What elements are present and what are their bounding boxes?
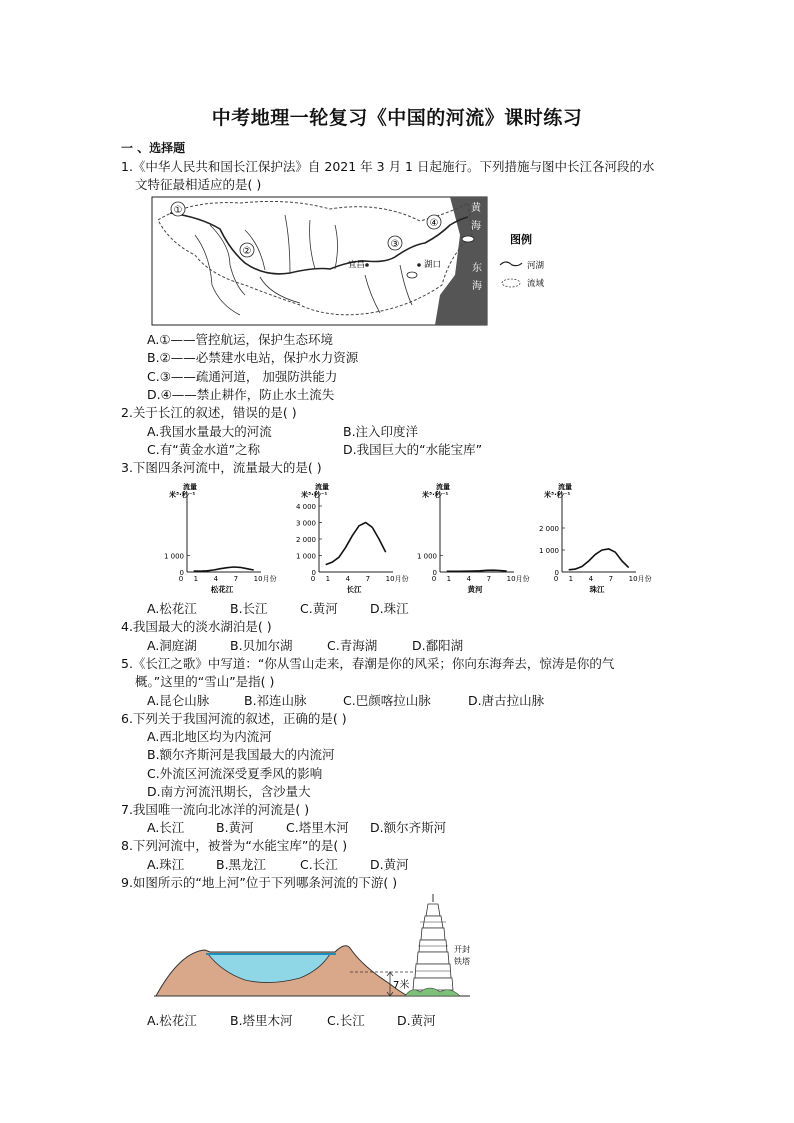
q2-option-b[interactable]: B.注入印度洋 — [343, 424, 419, 439]
x-tick: 4 — [213, 575, 219, 583]
section-heading: 一 、选择题 — [121, 141, 186, 155]
q9-option-a[interactable]: A.松花江 — [147, 1013, 197, 1028]
sea-yellow-2: 海 — [471, 221, 481, 232]
q3-stem: 3.下图四条河流中，流量最大的是( ) — [121, 460, 322, 475]
q7-option-d[interactable]: D.额尔齐斯河 — [370, 820, 447, 835]
x-tick: 0 — [553, 575, 559, 583]
flow-series-line — [569, 549, 629, 570]
legend-basin-symbol — [502, 279, 520, 287]
q4-option-b[interactable]: B.贝加尔湖 — [230, 638, 293, 653]
q1-option-d[interactable]: D.④——禁止耕作，防止水土流失 — [147, 387, 335, 402]
y-label: 流量 — [183, 483, 197, 491]
q2-stem: 2.关于长江的叙述，错误的是( ) — [121, 405, 297, 420]
tower-label-1: 开 — [454, 945, 462, 954]
y-tick: 0 — [311, 569, 316, 577]
chart-title: 长江 — [346, 585, 362, 594]
y-unit: 米³·秒⁻¹ — [169, 491, 196, 499]
q9-option-d[interactable]: D.黄河 — [397, 1013, 436, 1028]
q1-option-c[interactable]: C.③——疏通河道， 加强防洪能力 — [147, 369, 338, 384]
map-marker-4: ④ — [429, 218, 439, 229]
q4-stem: 4.我国最大的淡水湖泊是( ) — [121, 619, 272, 634]
y-tick: 4 000 — [295, 503, 316, 511]
hydrograph-0 — [155, 482, 277, 594]
q8-option-c[interactable]: C.长江 — [300, 857, 338, 872]
height-label: 7米 — [393, 980, 410, 991]
q6-option-d[interactable]: D.南方河流汛期长，含沙量大 — [147, 784, 311, 799]
q9-option-b[interactable]: B.塔里木河 — [230, 1013, 293, 1028]
place-hukou: 湖口 — [424, 260, 442, 270]
x-tick: 0 — [310, 575, 316, 583]
chart-title: 黄河 — [467, 585, 483, 594]
chart-songhua — [155, 482, 277, 598]
q8-stem: 8.下列河流中，被誉为“水能宝库”的是( ) — [121, 838, 348, 853]
y-tick: 0 — [179, 569, 184, 577]
chart-changjiang — [287, 482, 409, 598]
map-marker-3: ③ — [390, 239, 400, 250]
x-tick: 10月份 — [628, 575, 652, 583]
y-tick: 1 000 — [416, 552, 437, 561]
x-tick: 1 — [446, 575, 452, 583]
q3-option-a[interactable]: A.松花江 — [147, 601, 197, 616]
place-yichang: 宜昌 — [348, 260, 366, 270]
q7-option-c[interactable]: C.塔里木河 — [286, 820, 349, 835]
q3-option-b[interactable]: B.长江 — [230, 601, 268, 616]
q9-stem: 9.如图所示的“地上河”位于下列哪条河流的下游( ) — [121, 875, 398, 890]
q1-option-b[interactable]: B.②——必禁建水电站，保护水力资源 — [147, 350, 359, 365]
q2-option-d[interactable]: D.我国巨大的“水能宝库” — [343, 442, 483, 457]
x-tick: 4 — [466, 575, 472, 583]
chart-huanghe — [408, 482, 530, 598]
x-tick: 7 — [233, 575, 239, 583]
q3-option-d[interactable]: D.珠江 — [370, 601, 409, 616]
q5-option-b[interactable]: B.祁连山脉 — [244, 693, 307, 708]
flow-series-line — [194, 567, 254, 571]
hydrograph-1 — [287, 482, 409, 594]
y-tick: 0 — [432, 569, 437, 577]
legend-river: 河湖 — [527, 261, 545, 271]
q2-option-a[interactable]: A.我国水量最大的河流 — [147, 424, 272, 439]
q7-option-a[interactable]: A.长江 — [147, 820, 185, 835]
chart-title: 珠江 — [589, 585, 605, 594]
q4-option-a[interactable]: A.洞庭湖 — [147, 638, 197, 653]
x-tick: 0 — [431, 575, 437, 583]
y-unit: 米³·秒⁻¹ — [301, 491, 328, 499]
chart-zhujiang — [530, 482, 652, 598]
x-tick: 1 — [325, 575, 331, 583]
y-tick: 2 000 — [538, 525, 559, 533]
q6-option-a[interactable]: A.西北地区均为内流河 — [147, 729, 272, 744]
q8-option-d[interactable]: D.黄河 — [370, 857, 409, 872]
q4-option-c[interactable]: C.青海湖 — [327, 638, 378, 653]
elevated-river-figure — [150, 892, 480, 1000]
x-tick: 10月份 — [506, 575, 530, 583]
q1-stem-line1: 1.《中华人民共和国长江保护法》自 2021 年 3 月 1 日起施行。下列措施与图中长江各河段的水 — [121, 159, 655, 174]
q9-option-c[interactable]: C.长江 — [327, 1013, 365, 1028]
y-tick: 0 — [554, 569, 559, 577]
x-tick: 4 — [588, 575, 594, 583]
sea-yellow-1: 黄 — [471, 203, 481, 214]
pagoda-icon — [405, 894, 460, 996]
y-tick: 1 000 — [163, 552, 184, 561]
q5-option-c[interactable]: C.巴颜喀拉山脉 — [343, 693, 431, 708]
flow-series-line — [447, 570, 507, 571]
tower-label-4: 塔 — [462, 957, 470, 966]
x-tick: 7 — [365, 575, 371, 583]
tower-label-3: 铁 — [454, 957, 462, 966]
y-tick: 2 000 — [295, 536, 316, 544]
legend-title: 图例 — [510, 233, 532, 246]
flow-series-line — [326, 523, 386, 565]
sea-east-2: 海 — [472, 281, 482, 292]
y-tick: 3 000 — [295, 519, 316, 528]
yangtze-map — [150, 195, 560, 327]
x-tick: 7 — [486, 575, 492, 583]
q8-option-a[interactable]: A.珠江 — [147, 857, 185, 872]
y-unit: 米³·秒⁻¹ — [422, 491, 449, 499]
x-tick: 10月份 — [385, 575, 409, 583]
y-unit: 米³·秒⁻¹ — [544, 491, 571, 499]
x-tick: 1 — [568, 575, 574, 583]
legend-basin: 流域 — [527, 279, 545, 289]
hydrograph-2 — [408, 482, 530, 594]
chart-title: 松花江 — [210, 585, 234, 594]
x-tick: 0 — [178, 575, 184, 583]
x-tick: 1 — [193, 575, 199, 583]
q1-stem-line2: 文特征最相适应的是( ) — [135, 177, 262, 192]
q6-option-b[interactable]: B.额尔齐斯河是我国最大的内流河 — [147, 747, 335, 762]
q5-option-a[interactable]: A.昆仑山脉 — [147, 693, 210, 708]
y-label: 流量 — [436, 483, 450, 491]
q5-stem-line1: 5.《长江之歌》中写道：“你从雪山走来，春潮是你的风采；你向东海奔去，惊涛是你的气 — [121, 656, 615, 671]
q5-option-d[interactable]: D.唐古拉山脉 — [468, 693, 545, 708]
x-tick: 4 — [345, 575, 351, 583]
q1-option-a[interactable]: A.①——管控航运，保护生态环境 — [147, 332, 334, 347]
y-label: 流量 — [315, 483, 329, 491]
y-label: 流量 — [558, 483, 572, 491]
q7-stem: 7.我国唯一流向北冰洋的河流是( ) — [121, 802, 310, 817]
sea-east-1: 东 — [472, 263, 482, 274]
tower-label-2: 封 — [462, 945, 470, 954]
page-title: 中考地理一轮复习《中国的河流》课时练习 — [211, 107, 583, 129]
q7-option-b[interactable]: B.黄河 — [216, 820, 254, 835]
legend-river-symbol — [500, 262, 522, 266]
q4-option-d[interactable]: D.鄱阳湖 — [412, 638, 464, 653]
q8-option-b[interactable]: B.黑龙江 — [216, 857, 267, 872]
q3-option-c[interactable]: C.黄河 — [300, 601, 338, 616]
map-marker-1: ① — [173, 205, 183, 216]
map-marker-2: ② — [242, 246, 252, 257]
q6-option-c[interactable]: C.外流区河流深受夏季风的影响 — [147, 766, 323, 781]
hydrograph-3 — [530, 482, 652, 594]
y-tick: 1 000 — [295, 552, 316, 561]
q2-option-c[interactable]: C.有“黄金水道”之称 — [147, 442, 261, 457]
x-tick: 7 — [608, 575, 614, 583]
x-tick: 10月份 — [253, 575, 277, 583]
q5-stem-line2: 概。”这里的“雪山”是指( ) — [135, 674, 275, 689]
q6-stem: 6.下列关于我国河流的叙述，正确的是( ) — [121, 711, 347, 726]
y-tick: 1 000 — [538, 547, 559, 555]
